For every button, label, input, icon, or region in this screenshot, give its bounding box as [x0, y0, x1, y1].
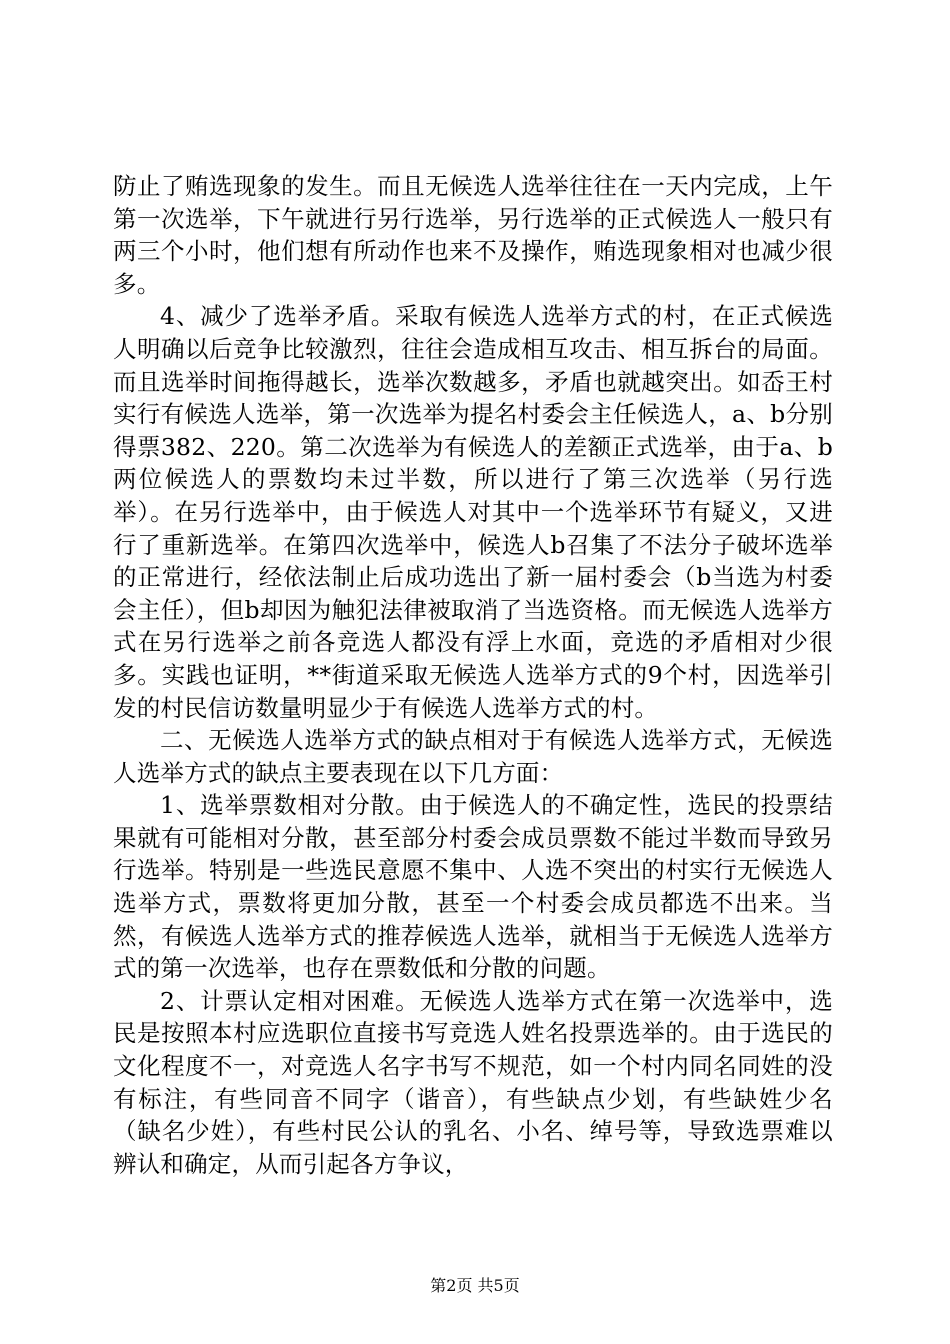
page-footer	[0, 1276, 950, 1296]
paragraph-reduce-election-conflicts: 4、减少了选举矛盾。采取有候选人选举方式的村，在正式候选人明确以后竞争比较激烈，往往会造成相互攻击、相互拆台的局面。而且选举时间拖得越长，选举次数越多，矛盾也就越突出。如岙王村实行有候选人选举，第一次选举为提名村委会主任候选人，a、b分别得票382、220。第二次选举为有候选人的差额正式选举，由于a、b两位候选人的票数均未过半数，所以进行了第三次选举（另行选举）。在另行选举中，由于候选人对其中一个选举环节有疑义，又进行了重新选举。在第四次选举中，候选人b召集了不法分子破坏选举的正常进行，经依法制止后成功选出了新一届村委会（b当选为村委会主任），但b却因为触犯法律被取消了当选资格。而无候选人选举方式在另行选举之前各竞选人都没有浮上水面，竞选的矛盾相对少很多。实践也证明，**街道采取无候选人选举方式的9个村，因选举引发的村民信访数量明显少于有候选人选举方式的村。	[113, 302, 833, 722]
paragraph-continuation: 防止了贿选现象的发生。而且无候选人选举往往在一天内完成，上午第一次选举，下午就进行另行选举，另行选举的正式候选人一般只有两三个小时，他们想有所动作也来不及操作，贿选现象相对也减少很多。	[113, 172, 833, 298]
page-number-label: 第2页 共5页	[430, 1276, 520, 1295]
paragraph-vote-counting-difficult: 2、计票认定相对困难。无候选人选举方式在第一次选举中，选民是按照本村应选职位直接书写竞选人姓名投票选举的。由于选民的文化程度不一，对竞选人名字书写不规范，如一个村内同名同姓的没有标注，有些同音不同字（谐音），有些缺点少划，有些缺姓少名（缺名少姓），有些村民公认的乳名、小名、绰号等，导致选票难以辨认和确定，从而引起各方争议，	[113, 986, 833, 1178]
document-body	[113, 170, 833, 1180]
section-heading-disadvantages: 二、无候选人选举方式的缺点相对于有候选人选举方式，无候选人选举方式的缺点主要表现在以下几方面：	[113, 726, 833, 787]
paragraph-votes-dispersed: 1、选举票数相对分散。由于候选人的不确定性，选民的投票结果就有可能相对分散，甚至部分村委会成员票数不能过半数而导致另行选举。特别是一些选民意愿不集中、人选不突出的村实行无候选人选举方式，票数将更加分散，甚至一个村委会成员都选不出来。当然，有候选人选举方式的推荐候选人选举，就相当于无候选人选举方式的第一次选举，也存在票数低和分散的问题。	[113, 791, 833, 983]
